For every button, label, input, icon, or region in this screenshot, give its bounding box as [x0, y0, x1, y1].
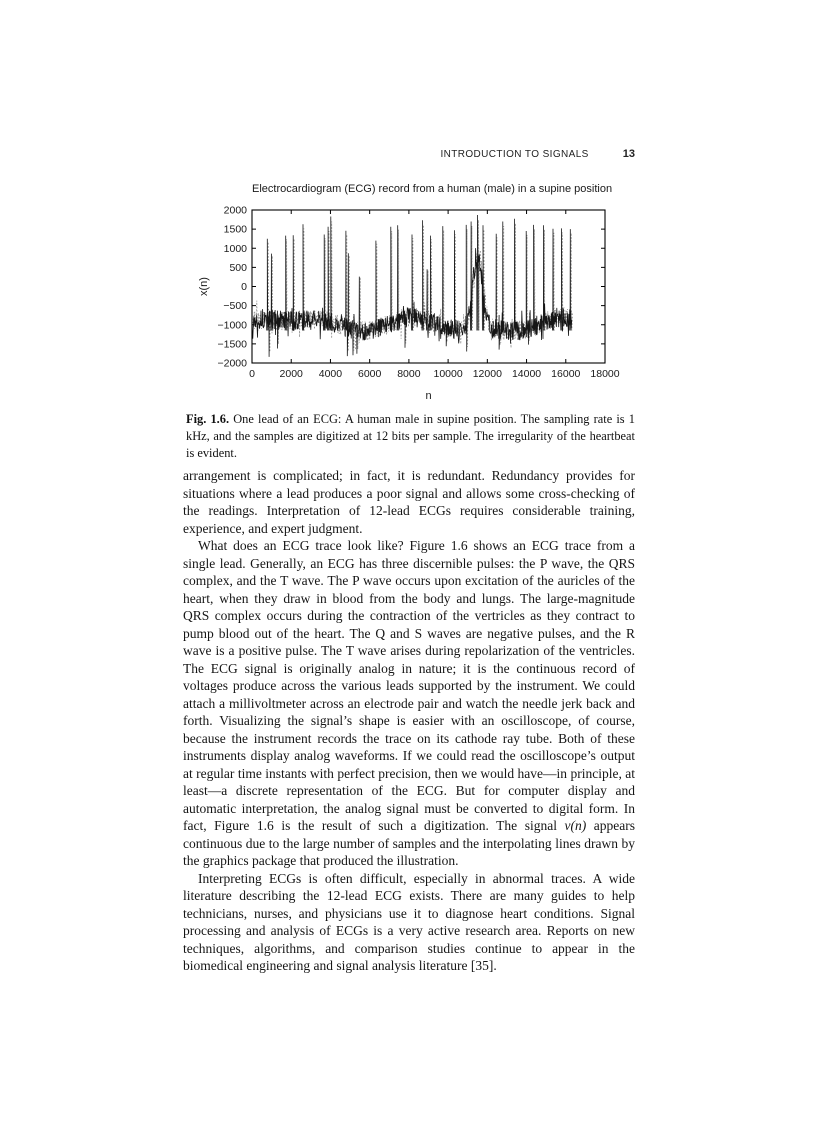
x-tick-label: 0 — [249, 368, 255, 380]
page-number: 13 — [622, 148, 635, 160]
y-tick-label: 0 — [241, 281, 247, 293]
x-tick-label: 6000 — [357, 368, 382, 380]
figure-caption-text: One lead of an ECG: A human male in supine position. The sampling rate is 1 kHz, and the samples are digitized at 12 bits per sample. The irregularity of the heartbeat is evident. — [186, 412, 635, 460]
ecg-chart — [195, 196, 625, 428]
x-axis-label: n — [425, 390, 432, 402]
y-tick-label: −1000 — [217, 319, 247, 332]
running-head-title: INTRODUCTION TO SIGNALS — [440, 149, 589, 160]
figure-caption-label: Fig. 1.6. — [186, 412, 230, 426]
y-tick-label: 500 — [229, 261, 247, 274]
x-tick-label: 4000 — [318, 368, 343, 380]
running-head — [183, 148, 635, 160]
x-tick-label: 14000 — [511, 368, 542, 380]
figure-caption — [186, 411, 635, 462]
x-tick-label: 18000 — [590, 368, 620, 380]
paragraph: What does an ECG trace look like? Figure 1.6 shows an ECG trace from a single lead. Generally, an ECG has three discernible pulses: the P wave, the QRS complex, and the T wave. The P wave occurs upon excitation of the auricles of the heart, when they draw in blood from the body and lungs. The large-magnitude QRS complex occurs during the contraction of the vertricles as they contract to pump blood out of the heart. The Q and S waves are negative pulses, and the R wave is a positive pulse. The T wave arises during repolarization of the ventricles. The ECG signal is originally analog in nature; it is the continuous record of voltages produce across the various leads supported by the instrument. We could attach a millivoltmeter across an electrode pair and watch the needle jerk back and forth. Visualizing the signal’s shape is easier with an oscilloscope, of course, because the instrument records the trace on its cathode ray tube. Both of these instruments display analog waveforms. If we could read the oscilloscope’s output at regular time instants with perfect precision, then we would have—in principle, at least—a discrete representation of the ECG. But for computer display and automatic interpretation, the analog signal must be converted to digital form. In fact, Figure 1.6 is the result of such a digitization. The signal v(n) appears continuous due to the large number of samples and the interpolating lines drawn by the graphics package that produced the illustration. — [183, 538, 635, 868]
y-axis-label: x(n) — [198, 277, 210, 296]
paragraph: arrangement is complicated; in fact, it is redundant. Redundancy provides for situations where a lead produces a poor signal and allows some cross-checking of the readings. Interpretation of 12-lead ECGs requires considerable training, experience, and expert judgment. — [183, 468, 635, 536]
chart-title: Electrocardiogram (ECG) record from a human (male) in a supine position — [252, 183, 613, 195]
plot-box — [252, 210, 605, 363]
x-tick-label: 8000 — [397, 368, 421, 380]
paragraph: Interpreting ECGs is often difficult, especially in abnormal traces. A wide literature describing the 12-lead ECG exists. There are many guides to help technicians, nurses, and physicians use it to diagnose heart conditions. Signal processing and analysis of ECGs is a very active research area. Reports on new techniques, algorithms, and comparison studies continue to appear in the biomedical engineering and signal analysis literature [35]. — [183, 870, 635, 973]
x-tick-label: 2000 — [279, 368, 303, 380]
y-tick-label: 2000 — [223, 204, 247, 217]
y-tick-label: −500 — [223, 300, 247, 313]
y-tick-label: −2000 — [217, 357, 247, 370]
x-tick-label: 10000 — [433, 368, 463, 380]
y-tick-label: 1500 — [223, 223, 247, 236]
x-tick-label: 12000 — [472, 368, 502, 380]
body-text — [183, 467, 635, 975]
x-tick-label: 16000 — [551, 368, 581, 380]
y-tick-label: −1500 — [217, 338, 247, 351]
y-tick-label: 1000 — [223, 242, 247, 255]
